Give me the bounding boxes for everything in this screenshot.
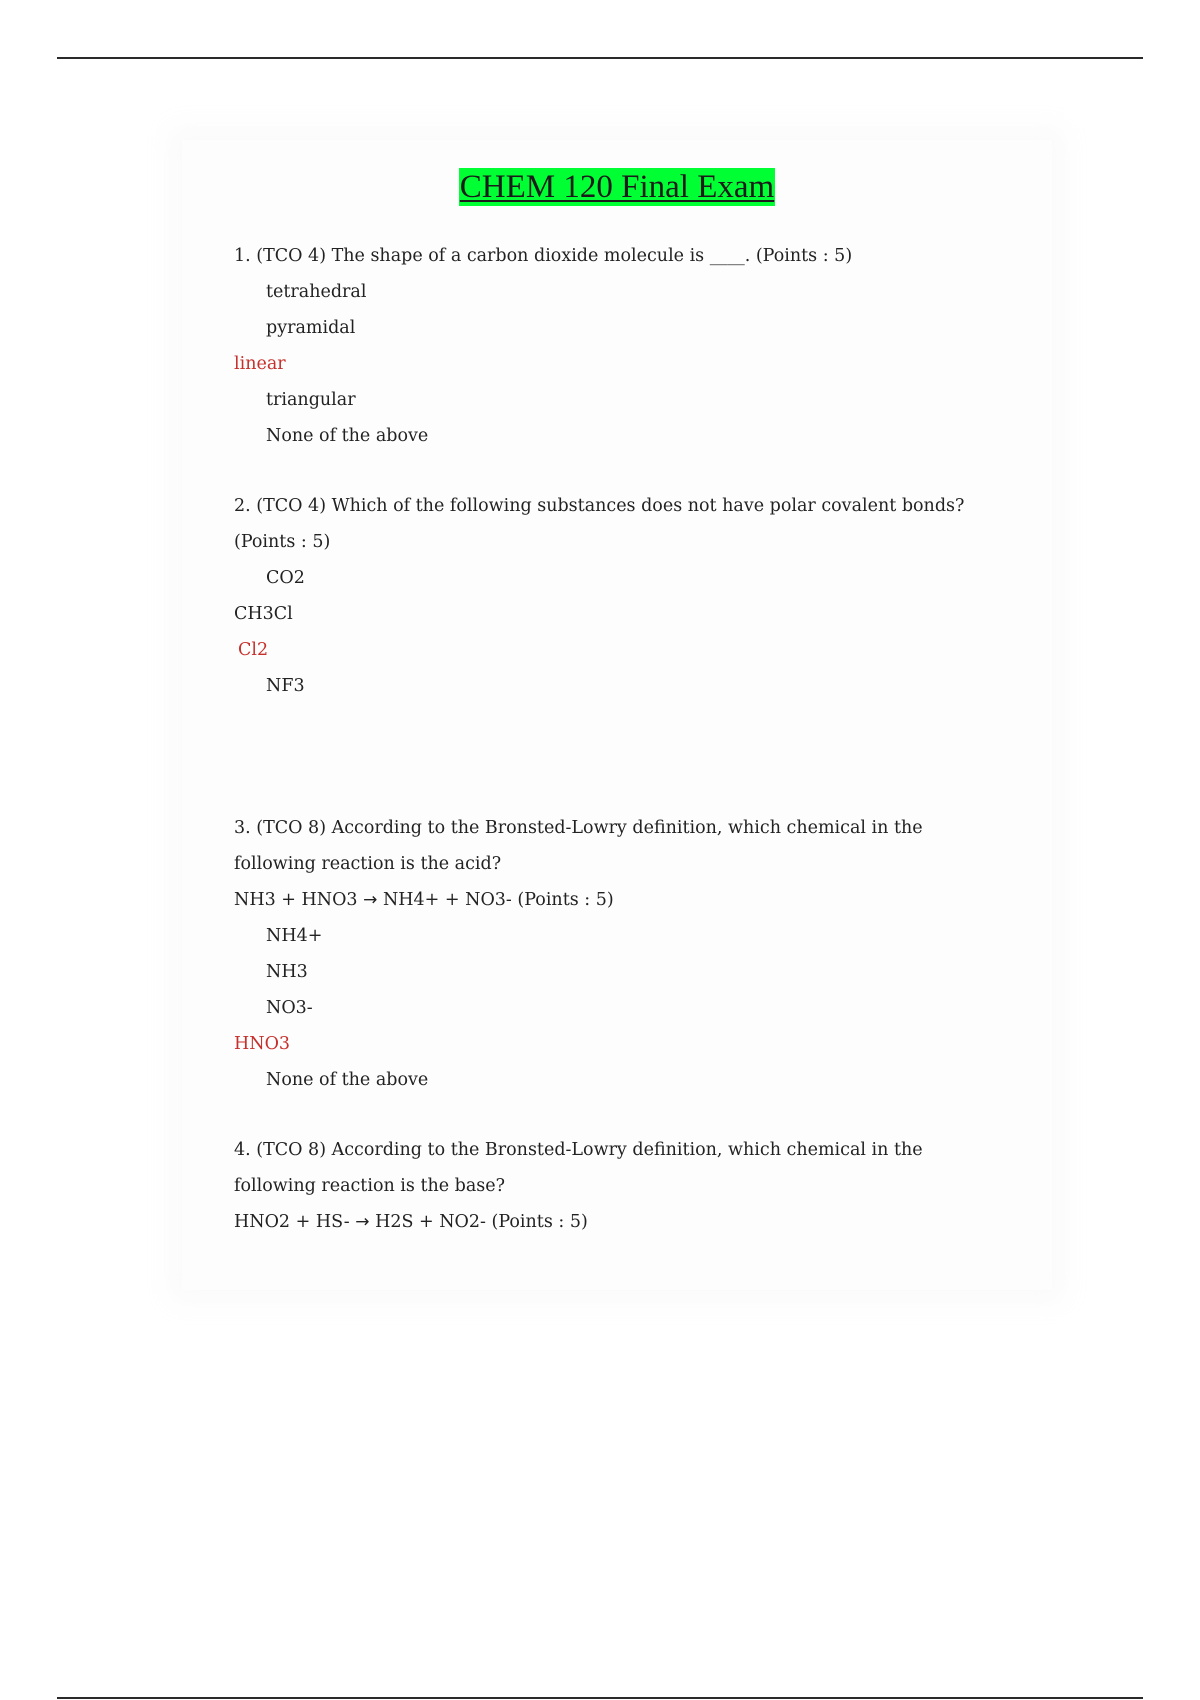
question-1-option-5: None of the above xyxy=(266,426,429,446)
top-rule xyxy=(57,57,1143,59)
question-2-stem-line-1: 2. (TCO 4) Which of the following substances does not have polar covalent bonds? xyxy=(234,496,965,516)
question-4-stem-line-1: 4. (TCO 8) According to the Bronsted-Lowry definition, which chemical in the xyxy=(234,1140,923,1160)
question-3-option-1: NH4+ xyxy=(266,926,323,946)
question-4-products: H2S + NO2- (Points : 5) xyxy=(375,1212,588,1232)
question-2-answer: Cl2 xyxy=(238,640,269,660)
question-2-option-4: NF3 xyxy=(266,676,305,696)
question-3-reactants: NH3 + HNO3 xyxy=(234,890,358,910)
question-3-option-5: None of the above xyxy=(266,1070,429,1090)
question-2-option-1: CO2 xyxy=(266,568,305,588)
question-4-stem-line-2: following reaction is the base? xyxy=(234,1176,506,1196)
question-3-option-3: NO3- xyxy=(266,998,313,1018)
question-3-answer: HNO3 xyxy=(234,1034,291,1054)
question-3-products: NH4+ + NO3- (Points : 5) xyxy=(382,890,614,910)
question-3-option-2: NH3 xyxy=(266,962,308,982)
question-3-reaction xyxy=(234,882,614,918)
question-1-option-1: tetrahedral xyxy=(266,282,367,302)
question-1-option-2: pyramidal xyxy=(266,318,356,338)
question-3-stem-line-2: following reaction is the acid? xyxy=(234,854,502,874)
question-4-reaction xyxy=(234,1204,588,1240)
question-3-stem-line-1: 3. (TCO 8) According to the Bronsted-Lowry definition, which chemical in the xyxy=(234,818,923,838)
question-1-option-4: triangular xyxy=(266,390,356,410)
question-4-reactants: HNO2 + HS- xyxy=(234,1212,350,1232)
question-2-stem-line-2: (Points : 5) xyxy=(234,532,331,552)
exam-page-image xyxy=(182,140,1052,1290)
exam-title: CHEM 120 Final Exam xyxy=(459,169,775,205)
question-1-answer: linear xyxy=(234,354,286,374)
title-block xyxy=(182,168,1052,206)
reaction-arrow-icon: → xyxy=(355,1212,370,1232)
reaction-arrow-icon: → xyxy=(363,890,378,910)
bottom-rule xyxy=(57,1697,1143,1699)
question-1-stem: 1. (TCO 4) The shape of a carbon dioxide molecule is ____. (Points : 5) xyxy=(234,246,853,266)
question-2-option-2: CH3Cl xyxy=(234,604,293,624)
